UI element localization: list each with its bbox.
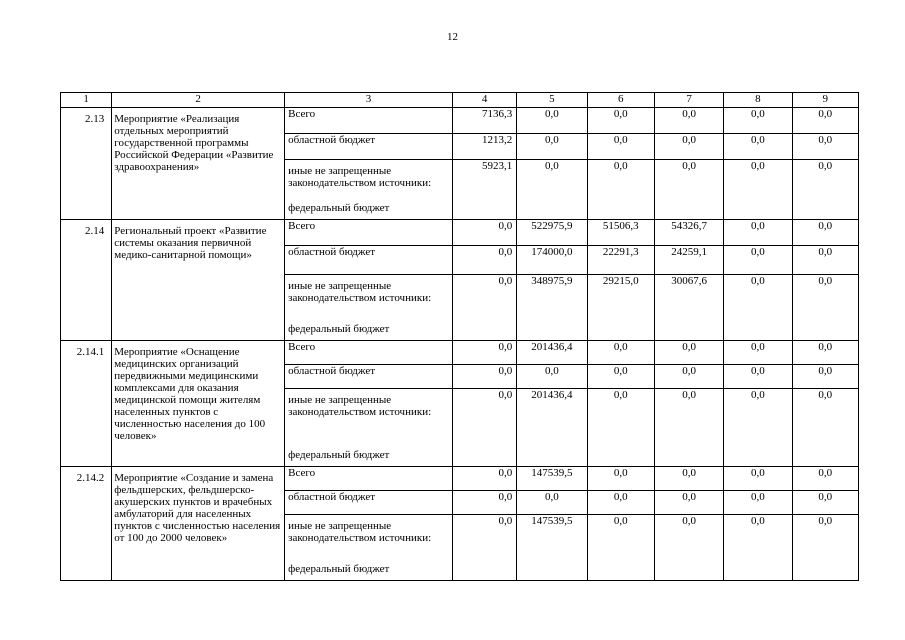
value-cell: 0,0 <box>792 515 858 581</box>
value-cell: 0,0 <box>792 220 858 246</box>
source-cell <box>285 160 453 220</box>
program-name: Региональный проект «Развитие системы оказания первичной медико-санитарной помощи» <box>112 220 285 341</box>
value-cell: 0,0 <box>654 108 723 134</box>
row-total <box>61 220 859 246</box>
source-label: областной бюджет <box>285 134 453 160</box>
column-header-row <box>61 93 859 108</box>
value-cell: 0,0 <box>724 134 792 160</box>
row-total <box>61 467 859 491</box>
value-cell: 0,0 <box>452 365 516 389</box>
value-cell: 0,0 <box>724 365 792 389</box>
column-header: 7 <box>654 93 723 108</box>
value-cell: 0,0 <box>452 275 516 341</box>
value-cell: 0,0 <box>724 220 792 246</box>
value-cell: 0,0 <box>587 341 654 365</box>
value-cell: 0,0 <box>587 365 654 389</box>
column-header: 3 <box>285 93 453 108</box>
value-cell: 0,0 <box>654 467 723 491</box>
value-cell: 0,0 <box>452 467 516 491</box>
source-label: областной бюджет <box>285 246 453 275</box>
value-cell: 0,0 <box>587 515 654 581</box>
value-cell: 147539,5 <box>517 515 587 581</box>
budget-table <box>60 92 859 581</box>
value-cell: 0,0 <box>517 134 587 160</box>
value-cell: 0,0 <box>517 108 587 134</box>
value-cell: 0,0 <box>587 160 654 220</box>
value-cell: 0,0 <box>587 491 654 515</box>
value-cell: 0,0 <box>724 246 792 275</box>
source-cell <box>285 515 453 581</box>
other-sources-label: иные не запрещенные законодательством источники: <box>288 280 432 304</box>
program-name: Мероприятие «Создание и замена фельдшерских, фельдшерско-акушерских пунктов и врачебных амбулаторий для населенных пунктов с численностью населения от 100 до 2000 человек» <box>112 467 285 581</box>
value-cell: 5923,1 <box>452 160 516 220</box>
value-cell: 0,0 <box>724 108 792 134</box>
program-name: Мероприятие «Оснащение медицинских организаций передвижными медицинскими комплексами для оказания медицинской помощи жителям населенных пунктов с численностью населения до 100 человек» <box>112 341 285 467</box>
value-cell: 0,0 <box>792 365 858 389</box>
value-cell: 0,0 <box>792 160 858 220</box>
value-cell: 51506,3 <box>587 220 654 246</box>
value-cell: 0,0 <box>452 341 516 365</box>
row-total <box>61 108 859 134</box>
source-label: Всего <box>285 220 453 246</box>
column-header: 4 <box>452 93 516 108</box>
value-cell: 0,0 <box>724 389 792 467</box>
value-cell: 0,0 <box>654 491 723 515</box>
other-sources-label: иные не запрещенные законодательством источники: <box>288 394 432 418</box>
value-cell: 0,0 <box>792 491 858 515</box>
federal-budget-label: федеральный бюджет <box>288 563 390 575</box>
value-cell: 0,0 <box>452 246 516 275</box>
value-cell: 1213,2 <box>452 134 516 160</box>
row-number: 2.14.2 <box>61 467 112 581</box>
value-cell: 0,0 <box>792 134 858 160</box>
value-cell: 0,0 <box>792 389 858 467</box>
value-cell: 29215,0 <box>587 275 654 341</box>
value-cell: 201436,4 <box>517 341 587 365</box>
value-cell: 0,0 <box>654 341 723 365</box>
source-label: областной бюджет <box>285 365 453 389</box>
row-number: 2.14.1 <box>61 341 112 467</box>
column-header: 2 <box>112 93 285 108</box>
value-cell: 0,0 <box>792 275 858 341</box>
value-cell: 0,0 <box>724 160 792 220</box>
value-cell: 0,0 <box>724 491 792 515</box>
value-cell: 147539,5 <box>517 467 587 491</box>
value-cell: 0,0 <box>452 389 516 467</box>
federal-budget-label: федеральный бюджет <box>288 449 390 461</box>
source-label: Всего <box>285 341 453 365</box>
value-cell: 174000,0 <box>517 246 587 275</box>
value-cell: 0,0 <box>517 491 587 515</box>
row-number: 2.14 <box>61 220 112 341</box>
value-cell: 0,0 <box>452 515 516 581</box>
value-cell: 0,0 <box>452 220 516 246</box>
value-cell: 0,0 <box>654 134 723 160</box>
column-header: 9 <box>792 93 858 108</box>
value-cell: 7136,3 <box>452 108 516 134</box>
column-header: 1 <box>61 93 112 108</box>
value-cell: 0,0 <box>724 341 792 365</box>
table-body <box>61 93 859 581</box>
value-cell: 0,0 <box>792 467 858 491</box>
other-sources-label: иные не запрещенные законодательством источники: <box>288 165 432 189</box>
value-cell: 0,0 <box>587 389 654 467</box>
other-sources-label: иные не запрещенные законодательством источники: <box>288 520 432 544</box>
value-cell: 0,0 <box>792 341 858 365</box>
column-header: 6 <box>587 93 654 108</box>
value-cell: 0,0 <box>654 515 723 581</box>
program-name: Мероприятие «Реализация отдельных мероприятий государственной программы Российской Федерации «Развитие здравоохранения» <box>112 108 285 220</box>
source-label: областной бюджет <box>285 491 453 515</box>
source-label: Всего <box>285 108 453 134</box>
source-cell <box>285 275 453 341</box>
value-cell: 522975,9 <box>517 220 587 246</box>
value-cell: 0,0 <box>517 365 587 389</box>
federal-budget-label: федеральный бюджет <box>288 202 390 214</box>
source-label: Всего <box>285 467 453 491</box>
value-cell: 30067,6 <box>654 275 723 341</box>
value-cell: 0,0 <box>587 134 654 160</box>
value-cell: 348975,9 <box>517 275 587 341</box>
value-cell: 0,0 <box>654 389 723 467</box>
column-header: 8 <box>724 93 792 108</box>
value-cell: 24259,1 <box>654 246 723 275</box>
value-cell: 0,0 <box>587 108 654 134</box>
value-cell: 0,0 <box>792 108 858 134</box>
value-cell: 0,0 <box>792 246 858 275</box>
value-cell: 0,0 <box>654 160 723 220</box>
value-cell: 0,0 <box>724 467 792 491</box>
page-number: 12 <box>447 31 458 43</box>
value-cell: 0,0 <box>654 365 723 389</box>
value-cell: 54326,7 <box>654 220 723 246</box>
row-total <box>61 341 859 365</box>
value-cell: 0,0 <box>724 515 792 581</box>
column-header: 5 <box>517 93 587 108</box>
value-cell: 0,0 <box>452 491 516 515</box>
federal-budget-label: федеральный бюджет <box>288 323 390 335</box>
value-cell: 22291,3 <box>587 246 654 275</box>
row-number: 2.13 <box>61 108 112 220</box>
value-cell: 0,0 <box>724 275 792 341</box>
value-cell: 0,0 <box>517 160 587 220</box>
source-cell <box>285 389 453 467</box>
value-cell: 201436,4 <box>517 389 587 467</box>
value-cell: 0,0 <box>587 467 654 491</box>
